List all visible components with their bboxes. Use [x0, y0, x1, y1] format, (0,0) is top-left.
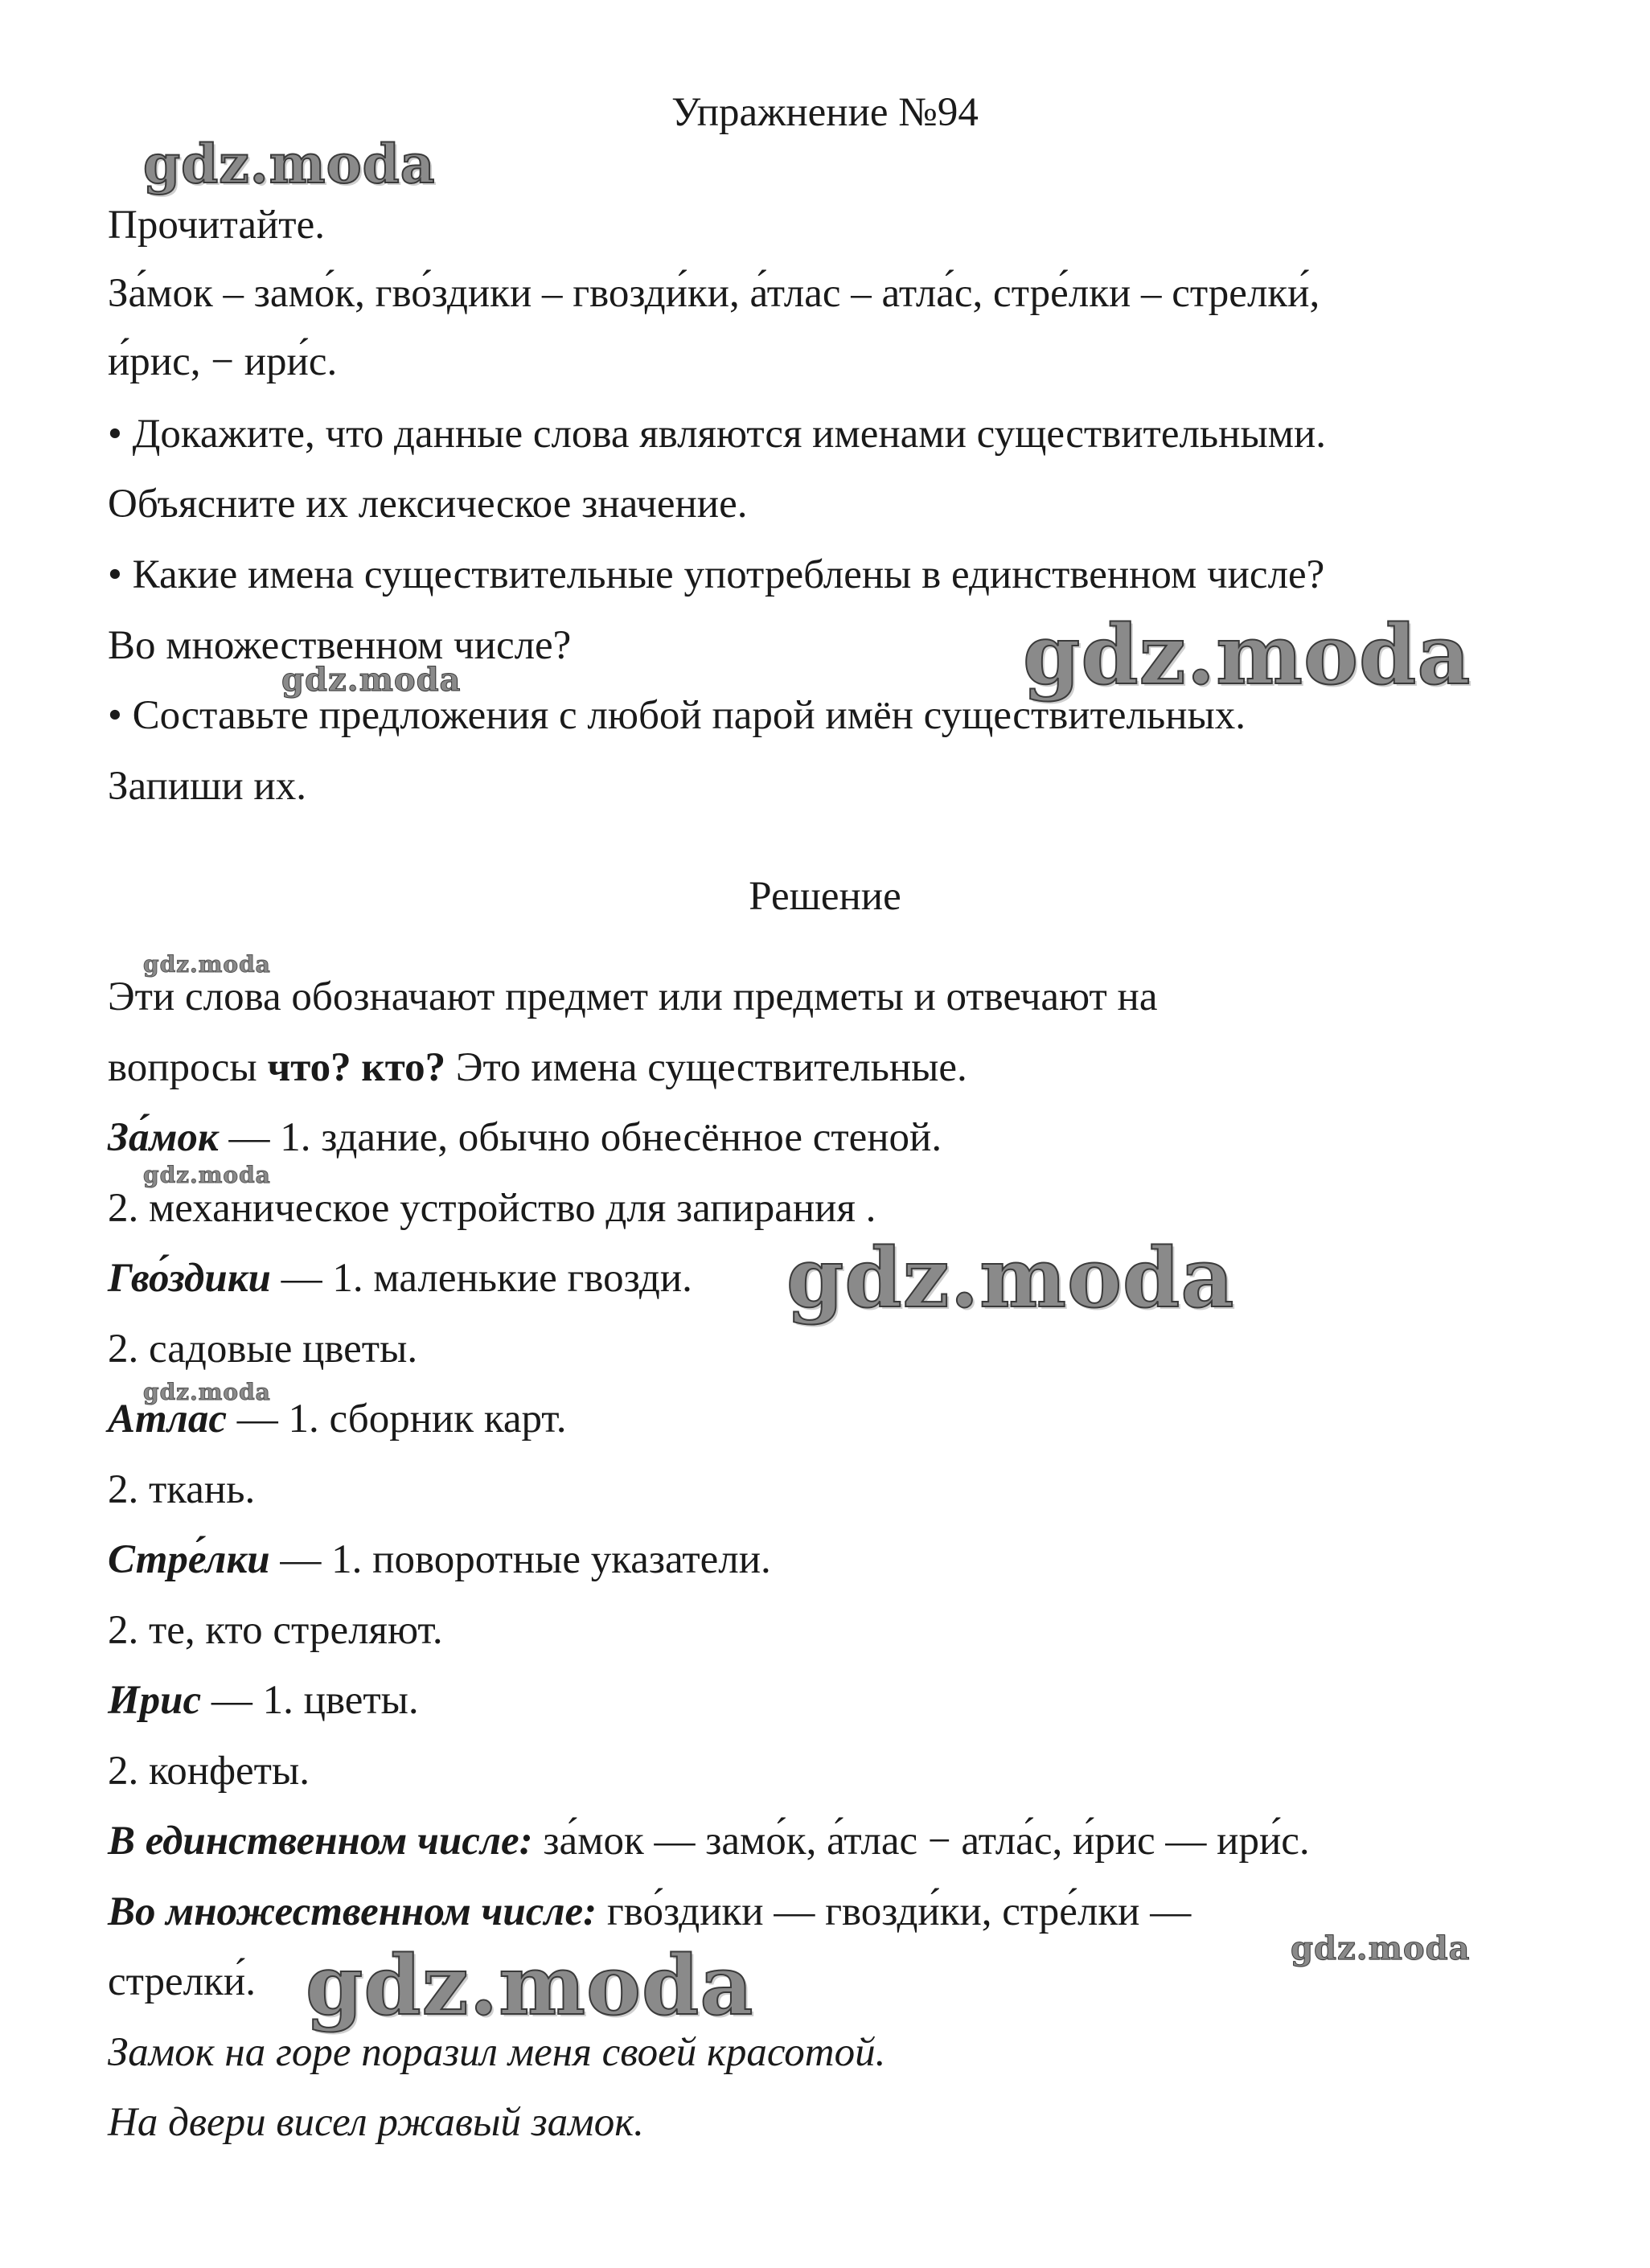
- example-sentence: Замок на горе поразил меня своей красотой.: [108, 2030, 886, 2075]
- definition-line: 2. механическое устройство для запирания .: [108, 1186, 876, 1231]
- watermark-logo: gdz.moda: [786, 1230, 1235, 1327]
- task-line: Объясните их лексическое значение.: [108, 482, 748, 527]
- exercise-title: Упражнение №94: [671, 90, 979, 135]
- task-line: и́рис, − ири́с.: [108, 339, 338, 384]
- definition-line: За́мок — 1. здание, обычно обнесённое стеной.: [108, 1115, 942, 1160]
- solution-heading: Решение: [749, 874, 901, 919]
- task-line: • Составьте предложения с любой парой имён существительных.: [108, 693, 1246, 738]
- definition-term: Гво́здики: [108, 1256, 271, 1301]
- task-line: Во множественном числе?: [108, 623, 572, 668]
- question-words: что? кто?: [267, 1045, 446, 1090]
- definition-term: Ирис: [108, 1678, 202, 1723]
- solution-intro: вопросы что? кто? Это имена существительные.: [108, 1045, 967, 1090]
- definition-line: 2. те, кто стреляют.: [108, 1608, 443, 1653]
- task-line: За́мок – замо́к, гво́здики – гвозди́ки, а́тлас – атла́с, стре́лки – стрелки́,: [108, 271, 1320, 316]
- task-line: Запиши их.: [108, 764, 306, 809]
- definition-line: Ирис — 1. цветы.: [108, 1678, 419, 1723]
- example-sentence: На двери висел ржавый замок.: [108, 2100, 644, 2145]
- watermark-logo: gdz.moda: [143, 1379, 271, 1405]
- task-line: Прочитайте.: [108, 203, 325, 248]
- definition-term: За́мок: [108, 1115, 219, 1160]
- watermark-logo: gdz.moda: [143, 1162, 271, 1188]
- watermark-logo: gdz.moda: [1291, 1930, 1471, 1967]
- singular-answer: В единственном числе: за́мок — замо́к, а́тлас − атла́с, и́рис — ири́с.: [108, 1819, 1310, 1864]
- watermark-logo: gdz.moda: [143, 951, 271, 978]
- plural-answer: Во множественном числе: гво́здики — гвозди́ки, стре́лки —: [108, 1889, 1192, 1934]
- definition-line: Стре́лки — 1. поворотные указатели.: [108, 1537, 771, 1582]
- solution-intro: Эти слова обозначают предмет или предметы и отвечают на: [108, 974, 1158, 1019]
- plural-answer-cont: стрелки́.: [108, 1959, 256, 2004]
- watermark-logo: gdz.moda: [281, 661, 462, 699]
- task-line: • Какие имена существительные употреблены в единственном числе?: [108, 552, 1325, 597]
- definition-term: Стре́лки: [108, 1537, 270, 1582]
- definition-line: 2. садовые цветы.: [108, 1327, 418, 1372]
- task-line: • Докажите, что данные слова являются именами существительными.: [108, 412, 1327, 457]
- definition-line: 2. ткань.: [108, 1467, 256, 1512]
- definition-term: Атлас: [108, 1396, 227, 1442]
- definition-line: Атлас — 1. сборник карт.: [108, 1396, 567, 1442]
- watermark-logo: gdz.moda: [143, 133, 436, 195]
- watermark-logo: gdz.moda: [1023, 607, 1471, 703]
- watermark-logo: gdz.moda: [306, 1938, 754, 2034]
- definition-line: Гво́здики — 1. маленькие гвозди.: [108, 1256, 692, 1301]
- definition-line: 2. конфеты.: [108, 1749, 310, 1794]
